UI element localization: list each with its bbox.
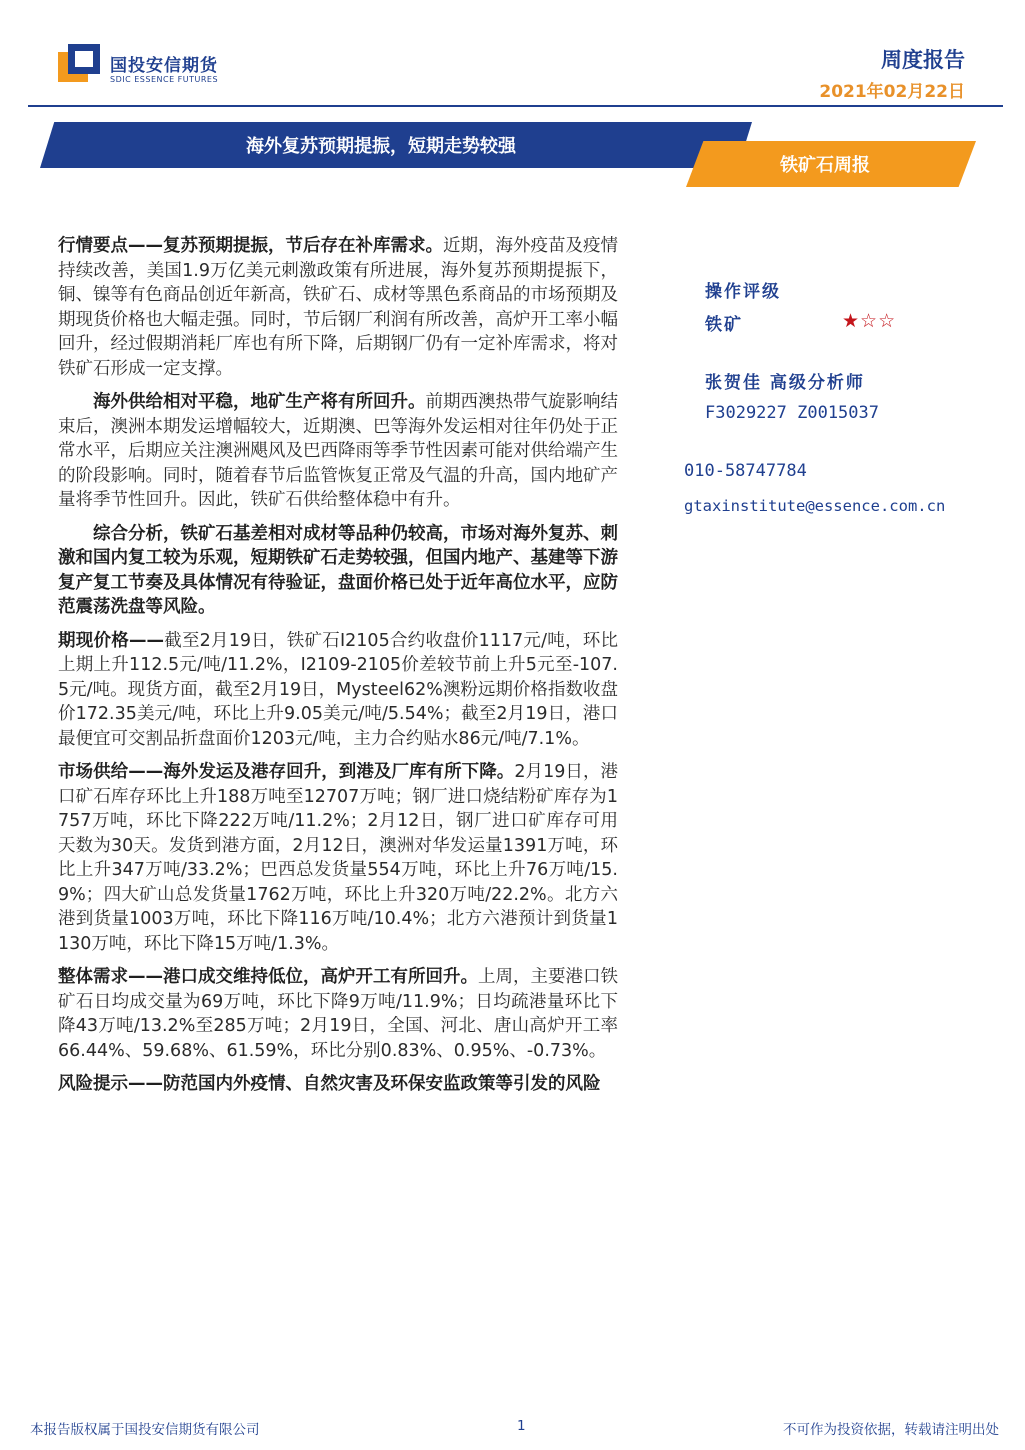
report-category: 铁矿石周报 [780, 155, 870, 176]
report-title: 海外复苏预期提振，短期走势较强 [246, 136, 516, 157]
brand-name-cn: 国投安信期货 [110, 56, 218, 76]
paragraph-demand [58, 965, 618, 1063]
footer-disclaimer: 不可作为投资依据，转载请注明出处 [783, 1422, 999, 1438]
paragraph-body: 截至2月19日，铁矿石I2105合约收盘价1117元/吨，环比上期上升112.5元/吨/11.2%，I2109-2105价差较节前上升5元至-107.5元/吨。现货方面，截至2月19日，Mysteel62%澳粉远期价格指数收盘价172.35美元/吨，环比上升9.05美元/吨/5.54%；截至2月19日，港口最便宜可交割品折盘面价1203元/吨，主力合约贴水86元/吨/7.1%。 [58, 630, 619, 749]
rating-title: 操作评级 [705, 282, 781, 302]
paragraph-body: 2月19日，港口矿石库存环比上升188万吨至12707万吨；钢厂进口烧结粉矿库存为1757万吨，环比下降222万吨/11.2%；2月12日，钢厂进口矿库存可用天数为30天。发货到港方面，2月12日，澳洲对华发运量1391万吨，环比上升347万吨/33.2%；巴西总发货量554万吨，环比上升76万吨/15.9%；四大矿山总发货量1762万吨，环比上升320万吨/22.2%。北方六港到货量1003万吨，环比下降116万吨/10.4%；北方六港预计到货量1130万吨，环比下降15万吨/1.3%。 [58, 762, 618, 954]
header-divider [28, 105, 1003, 107]
main-content [58, 234, 618, 1106]
paragraph-market-highlights [58, 234, 618, 381]
analyst-cert: F3029227 Z0015037 [705, 403, 879, 423]
paragraph-heading: 行情要点——复苏预期提振，节后存在补库需求。 [58, 236, 443, 256]
paragraph-risk: 风险提示——防范国内外疫情、自然灾害及环保安监政策等引发的风险 [58, 1074, 601, 1094]
analyst-name: 张贺佳 高级分析师 [705, 373, 865, 393]
paragraph-heading: 期现价格—— [58, 630, 164, 651]
paragraph-heading: 整体需求——港口成交维持低位，高炉开工有所回升。 [58, 967, 478, 987]
footer-copyright: 本报告版权属于国投安信期货有限公司 [30, 1422, 260, 1438]
paragraph-body: 近期，海外疫苗及疫情持续改善，美国1.9万亿美元刺激政策有所进展，海外复苏预期提振下，铜、镍等有色商品创近年新高，铁矿石、成材等黑色系商品的市场预期及期现货价格也大幅走强。同时，节后钢厂利润有所改善，高炉开工率小幅回升，经过假期消耗厂库也有所下降，后期钢厂仍有一定补库需求，将对铁矿石形成一定支撑。 [58, 236, 618, 379]
paragraph-summary: 综合分析，铁矿石基差相对成材等品种仍较高，市场对海外复苏、刺激和国内复工较为乐观，短期铁矿石走势较强，但国内地产、基建等下游复产复工节奏及具体情况有待验证，盘面价格已处于近年高位水平，应防范震荡洗盘等风险。 [58, 523, 618, 617]
contact-phone: 010-58747784 [684, 461, 807, 481]
company-logo [58, 44, 102, 84]
paragraph-heading: 海外供给相对平稳，地矿生产将有所回升。 [93, 392, 426, 412]
page-number: 1 [517, 1418, 526, 1434]
paragraph-supply [58, 760, 618, 956]
rating-item: 铁矿 [705, 315, 743, 335]
brand-name-en: SDIC ESSENCE FUTURES [110, 75, 219, 84]
paragraph-heading: 市场供给——海外发运及港存回升，到港及厂库有所下降。 [58, 762, 515, 782]
paragraph-prices [58, 629, 618, 752]
paragraph-body: 上周，主要港口铁矿石日均成交量为69万吨，环比下降9万吨/11.9%；日均疏港量环比下降43万吨/13.2%至285万吨；2月19日，全国、河北、唐山高炉开工率66.44%、59.68%、61.59%，环比分别0.83%、0.95%、-0.73%。 [58, 967, 618, 1061]
rating-stars-icon: ★☆☆ [842, 310, 897, 332]
paragraph-overseas-supply [58, 390, 618, 513]
report-type: 周度报告 [881, 48, 965, 72]
paragraph-body: 前期西澳热带气旋影响结束后，澳洲本期发运增幅较大，近期澳、巴等海外发运相对往年仍处于正常水平，后期应关注澳洲飓风及巴西降雨等季节性因素可能对供给端产生的阶段影响。同时，随着春节后监管恢复正常及气温的升高，国内地矿产量将季节性回升。因此，铁矿石供给整体稳中有升。 [58, 392, 618, 510]
report-date: 2021年02月22日 [819, 82, 965, 102]
contact-email[interactable]: gtaxinstitute@essence.com.cn [684, 497, 946, 515]
